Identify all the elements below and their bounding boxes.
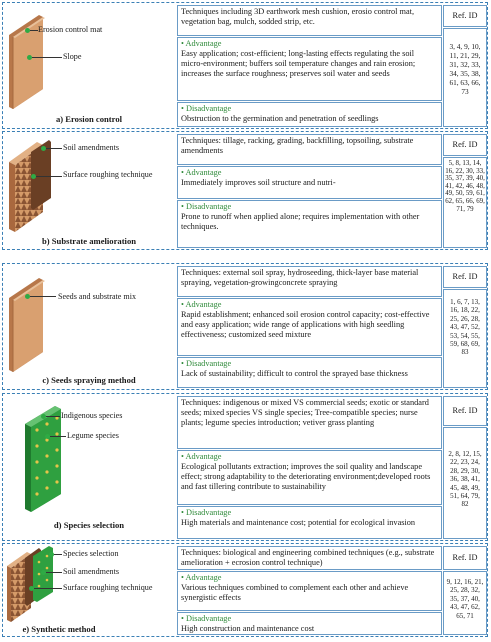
techniques-text: Techniques: indigenous or mixed VS commercial seeds; exotic or standard seeds; mixed species VS single species; Tree-compatible species; nurse plants; legume species introduction; vetiver grass planting	[181, 398, 429, 428]
panel-caption: a) Erosion control	[55, 114, 123, 124]
reference-column	[443, 3, 487, 128]
panel-caption: d) Species selection	[53, 520, 125, 530]
advantage-heading: • Advantage	[181, 452, 222, 461]
illustration-area	[3, 394, 175, 540]
callout-leader	[32, 57, 62, 58]
disadvantage-text: Lack of sustainability; difficult to control the sprayed base thickness	[181, 369, 408, 379]
description-column	[177, 544, 442, 636]
disadvantage-text: Obstruction to the germination and penetration of seedlings	[181, 114, 379, 124]
callout-leader	[34, 588, 62, 589]
description-column	[177, 394, 442, 540]
advantage-text: Immediately improves soil structure and nutri-	[181, 178, 336, 188]
disadvantage-heading: • Disadvantage	[181, 508, 232, 517]
panel-species-selection	[2, 393, 488, 541]
disadvantage-heading: • Disadvantage	[181, 359, 232, 368]
techniques-text: Techniques: biological and engineering combined techniques (e.g., substrate amelioration + ecrosion control technique)	[181, 548, 435, 568]
panel-caption: b) Substrate amelioration	[41, 236, 137, 246]
advantage-text: Various techniques combined to complement each other and achieve synergistic effects	[181, 583, 409, 603]
disadvantage-heading: • Disadvantage	[181, 104, 232, 113]
advantage-box	[177, 37, 442, 101]
panel-erosion-control	[2, 2, 488, 129]
label-indigenous-species: Indigenous species	[61, 411, 123, 420]
callout-leader	[54, 554, 62, 555]
callout-leader	[30, 30, 38, 31]
callout-leader	[36, 176, 62, 177]
panel-caption: e) Synthetic method	[22, 624, 96, 634]
panel-seeds-spraying-method	[2, 263, 488, 390]
ref-id-list: 3, 4, 9, 10, 11, 21, 29, 31, 32, 33, 34, 35, 38, 61, 63, 66, 73	[443, 28, 487, 127]
disadvantage-box	[177, 506, 442, 539]
ref-id-list: 9, 12, 16, 21, 25, 28, 32, 35, 37, 40, 43, 47, 62, 65, 71	[443, 571, 487, 635]
reference-column	[443, 132, 487, 249]
ref-id-heading: Ref. ID	[443, 266, 487, 288]
techniques-text: Techniques including 3D earthwork mesh cushion, erosio control mat, vegetation bag, mulch, sodded strip, etc.	[181, 7, 415, 27]
seeds-spraying-illustration	[3, 264, 175, 374]
description-column	[177, 264, 442, 389]
disadvantage-heading: • Disadvantage	[181, 614, 232, 623]
panel-caption: c) Seeds spraying method	[42, 375, 136, 385]
description-column	[177, 132, 442, 249]
disadvantage-box	[177, 357, 442, 388]
techniques-box	[177, 546, 442, 570]
reference-column	[443, 394, 487, 540]
ref-id-list: 5, 8, 13, 14, 16, 22, 30, 33, 35, 37, 39, 40, 41, 42, 46, 48, 49, 50, 59, 61, 62, 65, 66, 69, 71, 79	[443, 157, 487, 248]
disadvantage-text: High construction and maintenance cost	[181, 624, 315, 634]
techniques-box	[177, 266, 442, 297]
callout-leader	[30, 296, 56, 297]
techniques-text: Techniques: tillage, racking, grading, backfilling, topsoiling, substrate amendments	[181, 136, 414, 156]
techniques-box	[177, 396, 442, 449]
techniques-box	[177, 134, 442, 165]
label-surface-roughing-technique: Surface roughing technique	[63, 170, 153, 179]
ref-id-heading: Ref. ID	[443, 134, 487, 156]
ref-id-list: 2, 8, 12, 15, 22, 23, 24, 28, 29, 30, 36, 38, 41, 45, 48, 49, 51, 64, 79, 82	[443, 427, 487, 539]
label-slope: Slope	[63, 52, 82, 61]
disadvantage-box	[177, 200, 442, 248]
disadvantage-heading: • Disadvantage	[181, 202, 232, 211]
panel-substrate-amelioration	[2, 131, 488, 250]
advantage-text: Rapid establishment; enhanced soil erosion control capacity; cost-effective and easy application; wide range of applications with high seedling effectiveness; customized seed mixture	[181, 310, 430, 340]
reference-column	[443, 544, 487, 636]
description-column	[177, 3, 442, 128]
callout-leader	[46, 572, 62, 573]
illustration-area	[3, 132, 175, 249]
ref-id-heading: Ref. ID	[443, 5, 487, 27]
disadvantage-text: Prone to runoff when applied alone; requires implementation with other techniques.	[181, 212, 420, 232]
advantage-heading: • Advantage	[181, 168, 222, 177]
advantage-heading: • Advantage	[181, 39, 222, 48]
advantage-box	[177, 298, 442, 356]
label-soil-amendments: Soil amendments	[63, 143, 119, 152]
callout-leader	[46, 416, 60, 417]
ref-id-heading: Ref. ID	[443, 546, 487, 570]
callout-leader	[46, 148, 62, 149]
callout-leader	[50, 436, 66, 437]
reference-column	[443, 264, 487, 389]
disadvantage-text: High materials and maintenance cost; potential for ecological invasion	[181, 518, 416, 528]
illustration-area	[3, 544, 175, 636]
label-species-selection: Species selection	[63, 549, 119, 558]
ref-id-heading: Ref. ID	[443, 396, 487, 426]
illustration-area	[3, 264, 175, 389]
label-seeds-and-substrate-mix: Seeds and substrate mix	[58, 292, 137, 301]
panel-synthetic-method	[2, 543, 488, 637]
advantage-text: Ecological pollutants extraction; improves the soil quality and landscape effect; strong adaptability to the deteriorating environment;developed roots and fast tillering contribute to sustainability	[181, 462, 431, 492]
label-soil-amendments: Soil amendments	[63, 567, 119, 576]
techniques-box	[177, 5, 442, 36]
disadvantage-box	[177, 102, 442, 127]
ref-id-list: 1, 6, 7, 13, 16, 18, 22, 25, 26, 28, 43, 47, 52, 53, 54, 55, 59, 68, 69, 83	[443, 289, 487, 388]
label-erosion-control-mat: Erosion control mat	[38, 25, 103, 34]
label-surface-roughing-technique: Surface roughing technique	[63, 583, 153, 592]
label-legume-species: Legume species	[67, 431, 119, 440]
advantage-heading: • Advantage	[181, 573, 222, 582]
advantage-box	[177, 450, 442, 505]
disadvantage-box	[177, 612, 442, 635]
advantage-heading: • Advantage	[181, 300, 222, 309]
advantage-text: Easy application; cost-efficient; long-lasting effects regulating the soil micro-environment; buffers soil temperature changes and rain erosion; increases the surface roughness; preserves soil water and seeds	[181, 49, 416, 79]
techniques-text: Techniques: external soil spray, hydroseeding, thick-layer base material spraying, vegetation-growingconcrete spraying	[181, 268, 419, 288]
advantage-box	[177, 571, 442, 611]
advantage-box	[177, 166, 442, 199]
illustration-area	[3, 3, 175, 128]
